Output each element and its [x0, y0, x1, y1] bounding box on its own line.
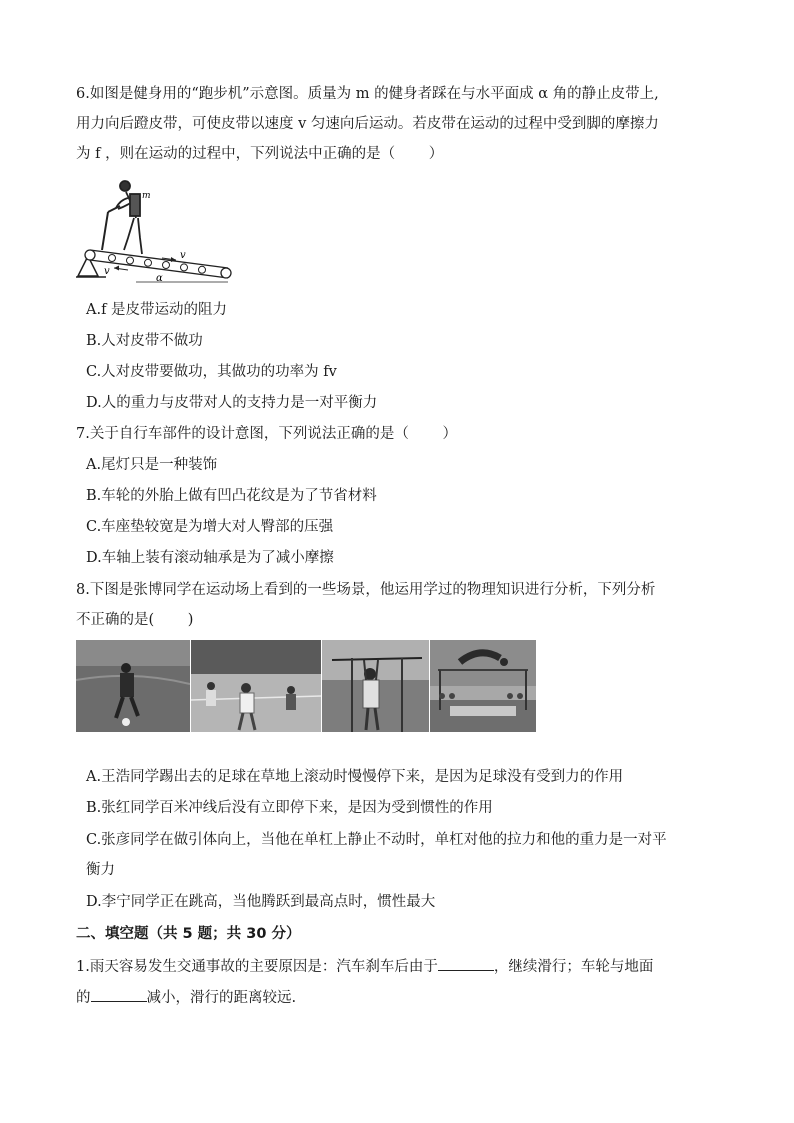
fill1-blank-2[interactable] — [91, 987, 147, 1002]
fill1-line1 — [76, 956, 726, 977]
fill1-text-1: 1.雨天容易发生交通事故的主要原因是：汽车刹车后由于 — [76, 959, 438, 975]
q7-option-d[interactable]: D.车轴上装有滚动轴承是为了减小摩擦 — [86, 550, 334, 566]
fill1-text-3: 的 — [76, 990, 91, 1006]
q8-stem-line2: 不正确的是( ) — [76, 612, 194, 628]
section-fill-in-title: 二、填空题（共 5 题；共 30 分） — [76, 926, 301, 942]
label-alpha: α — [156, 273, 163, 284]
q7-option-b[interactable]: B.车轮的外胎上做有凹凸花纹是为了节省材料 — [86, 488, 377, 504]
q6-option-c[interactable]: C.人对皮带要做功，其做功的功率为 fv — [86, 364, 337, 380]
q6-stem-line2: 用力向后蹬皮带，可使皮带以速度 v 匀速向后运动。若皮带在运动的过程中受到脚的摩擦力 — [76, 116, 659, 132]
q8-option-c[interactable]: C.张彦同学在做引体向上，当他在单杠上静止不动时，单杠对他的拉力和他的重力是一对平 — [86, 832, 667, 848]
q8-option-a[interactable]: A.王浩同学踢出去的足球在草地上滚动时慢慢停下来，是因为足球没有受到力的作用 — [86, 769, 624, 785]
treadmill-figure — [76, 176, 236, 286]
label-v-bottom: v — [104, 266, 110, 277]
label-m: m — [142, 191, 151, 201]
photo-sprint — [191, 640, 321, 732]
q6-option-b[interactable]: B.人对皮带不做功 — [86, 333, 203, 349]
q8-stem-line1: 8.下图是张博同学在运动场上看到的一些场景，他运用学过的物理知识进行分析，下列分析 — [76, 582, 656, 598]
q6-stem-line1: 6.如图是健身用的“跑步机”示意图。质量为 m 的健身者踩在与水平面成 α 角的静止皮带上, — [76, 86, 659, 102]
runner-person — [116, 181, 142, 254]
photo-highjump — [430, 640, 536, 732]
q7-stem: 7.关于自行车部件的设计意图，下列说法正确的是（ ） — [76, 426, 457, 442]
fill1-text-2: ，继续滑行；车轮与地面 — [493, 959, 654, 975]
photo-soccer — [76, 640, 190, 732]
label-v-top: v — [180, 250, 186, 261]
q8-option-b[interactable]: B.张红同学百米冲线后没有立即停下来，是因为受到惯性的作用 — [86, 800, 493, 816]
q7-option-a[interactable]: A.尾灯只是一种装饰 — [86, 457, 218, 473]
q8-option-c-cont: 衡力 — [86, 862, 115, 878]
q6-option-d[interactable]: D.人的重力与皮带对人的支持力是一对平衡力 — [86, 395, 378, 411]
q8-option-d[interactable]: D.李宁同学正在跳高，当他腾跃到最高点时，惯性最大 — [86, 894, 436, 910]
fill1-text-4: 减小，滑行的距离较远. — [146, 990, 297, 1006]
handrail-post — [102, 212, 108, 250]
q6-stem-line3: 为 f ，则在运动的过程中，下列说法中正确的是（ ） — [76, 146, 444, 162]
fill1-line2 — [76, 987, 726, 1008]
q6-option-a[interactable]: A.f 是皮带运动的阻力 — [86, 302, 228, 318]
photo-pullup — [322, 640, 429, 732]
q7-option-c[interactable]: C.车座垫较宽是为增大对人臀部的压强 — [86, 519, 334, 535]
fill1-blank-1[interactable] — [438, 956, 494, 971]
